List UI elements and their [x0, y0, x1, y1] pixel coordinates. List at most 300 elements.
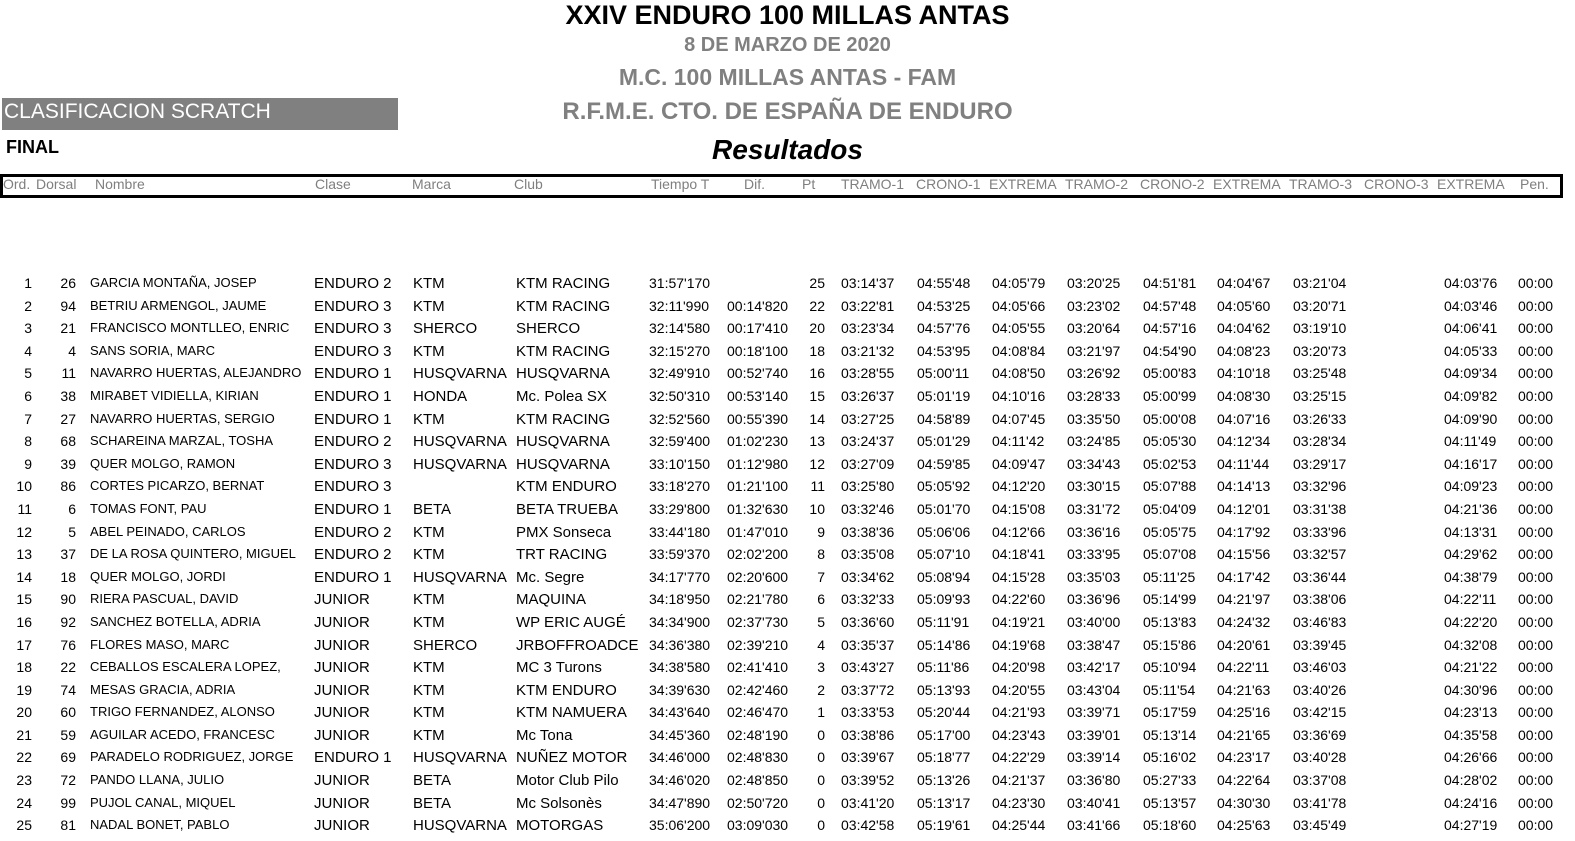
- cell-dorsal: 37: [60, 546, 76, 563]
- cell-dif: 02:50'720: [727, 794, 789, 811]
- cell-crono2: 05:15'86: [1143, 636, 1197, 653]
- cell-tiempo: 34:46'000: [649, 749, 711, 766]
- cell-tramo3: 03:20'73: [1293, 342, 1347, 359]
- cell-extrema3: 04:16'17: [1444, 455, 1498, 472]
- col-header-tramo1: TRAMO-1: [841, 176, 904, 192]
- cell-tramo3: 03:40'28: [1293, 749, 1347, 766]
- cell-crono1: 05:18'77: [917, 749, 971, 766]
- cell-dif: 01:32'630: [727, 500, 789, 517]
- cell-dif: 02:42'460: [727, 681, 789, 698]
- cell-tiempo: 32:14'580: [649, 320, 711, 337]
- cell-marca: KTM: [413, 726, 445, 744]
- cell-marca: KTM: [413, 275, 445, 292]
- cell-extrema3: 04:24'16: [1444, 794, 1498, 811]
- cell-crono2: 05:16'02: [1143, 749, 1197, 766]
- cell-club: Mc. Segre: [516, 568, 585, 586]
- cell-extrema1: 04:19'21: [992, 613, 1046, 630]
- cell-tramo3: 03:45'49: [1293, 817, 1347, 834]
- cell-extrema1: 04:19'68: [992, 636, 1046, 653]
- cell-pt: 18: [809, 342, 825, 359]
- cell-tramo2: 03:23'02: [1067, 297, 1121, 314]
- cell-clase: JUNIOR: [314, 659, 370, 677]
- cell-clase: ENDURO 2: [314, 546, 392, 564]
- cell-tramo2: 03:26'92: [1067, 365, 1121, 382]
- cell-pt: 3: [817, 659, 825, 676]
- cell-clase: ENDURO 2: [314, 275, 392, 292]
- cell-tramo3: 03:39'45: [1293, 636, 1347, 653]
- cell-extrema2: 04:17'92: [1217, 523, 1271, 540]
- results-heading: Resultados: [712, 134, 863, 165]
- col-header-extrema3: EXTREMA: [1437, 176, 1505, 192]
- cell-extrema2: 04:08'23: [1217, 342, 1271, 359]
- cell-tiempo: 34:38'580: [649, 659, 711, 676]
- cell-pt: 0: [817, 749, 825, 766]
- cell-crono1: 05:01'29: [917, 433, 971, 450]
- cell-extrema1: 04:20'55: [992, 681, 1046, 698]
- cell-clase: JUNIOR: [314, 772, 370, 790]
- cell-pen: 00:00: [1518, 659, 1554, 676]
- cell-tiempo: 32:11'990: [649, 297, 710, 314]
- cell-ord: 23: [16, 772, 32, 789]
- table-row: [0, 746, 1575, 769]
- cell-dif: 02:48'190: [727, 726, 789, 743]
- cell-club: Mc Tona: [516, 726, 573, 744]
- cell-crono1: 04:53'25: [917, 297, 971, 314]
- cell-crono2: 04:54'90: [1143, 342, 1197, 359]
- cell-extrema1: 04:09'47: [992, 455, 1046, 472]
- table-row: [0, 498, 1575, 521]
- cell-tramo3: 03:28'34: [1293, 433, 1347, 450]
- cell-nombre: AGUILAR ACEDO, FRANCESC: [90, 726, 275, 742]
- cell-nombre: SANS SORIA, MARC: [90, 342, 215, 358]
- cell-crono1: 05:01'19: [917, 387, 971, 404]
- cell-pen: 00:00: [1518, 500, 1554, 517]
- cell-dif: 03:09'030: [727, 817, 789, 834]
- cell-tiempo: 34:43'640: [649, 704, 711, 721]
- table-row: [0, 475, 1575, 498]
- table-row: [0, 701, 1575, 724]
- cell-extrema2: 04:25'16: [1217, 704, 1271, 721]
- cell-dif: 01:21'100: [727, 478, 789, 495]
- cell-pen: 00:00: [1518, 817, 1554, 834]
- cell-pt: 10: [809, 500, 825, 517]
- cell-tramo1: 03:43'27: [841, 659, 895, 676]
- cell-dorsal: 69: [60, 749, 76, 766]
- cell-tiempo: 32:59'400: [649, 433, 711, 450]
- cell-crono2: 05:27'33: [1143, 772, 1197, 789]
- cell-clase: JUNIOR: [314, 613, 370, 631]
- cell-crono1: 05:13'17: [917, 794, 971, 811]
- cell-club: KTM RACING: [516, 297, 611, 315]
- cell-extrema2: 04:25'63: [1217, 817, 1271, 834]
- cell-ord: 1: [24, 275, 32, 291]
- cell-tiempo: 33:18'270: [649, 478, 711, 495]
- table-row: [0, 814, 1575, 837]
- cell-extrema3: 04:09'34: [1444, 365, 1498, 382]
- cell-nombre: QUER MOLGO, RAMON: [90, 455, 236, 471]
- cell-pen: 00:00: [1518, 410, 1554, 427]
- cell-dorsal: 92: [60, 613, 76, 630]
- cell-tramo1: 03:38'86: [841, 726, 895, 743]
- cell-tramo2: 03:38'47: [1067, 636, 1121, 653]
- cell-extrema1: 04:07'45: [992, 410, 1046, 427]
- table-row: [0, 362, 1575, 385]
- cell-clase: JUNIOR: [314, 817, 370, 835]
- col-header-dorsal: Dorsal: [36, 176, 77, 192]
- cell-tiempo: 34:46'020: [649, 772, 711, 789]
- cell-marca: HUSQVARNA: [413, 568, 507, 586]
- cell-ord: 18: [16, 659, 32, 676]
- cell-dorsal: 68: [60, 433, 76, 450]
- cell-dorsal: 72: [60, 772, 76, 789]
- cell-pen: 00:00: [1518, 636, 1554, 653]
- cell-nombre: CEBALLOS ESCALERA LOPEZ,: [90, 659, 281, 675]
- cell-extrema3: 04:03'76: [1444, 275, 1498, 291]
- cell-tramo1: 03:35'08: [841, 546, 895, 563]
- cell-ord: 7: [24, 410, 32, 427]
- cell-tramo2: 03:35'50: [1067, 410, 1121, 427]
- cell-tiempo: 34:47'890: [649, 794, 711, 811]
- cell-marca: HUSQVARNA: [413, 433, 507, 451]
- cell-nombre: PARADELO RODRIGUEZ, JORGE: [90, 749, 294, 765]
- cell-marca: BETA: [413, 794, 452, 812]
- col-header-tramo3: TRAMO-3: [1289, 176, 1352, 192]
- cell-tramo2: 03:30'15: [1067, 478, 1121, 495]
- cell-ord: 16: [16, 613, 32, 630]
- cell-extrema3: 04:28'02: [1444, 772, 1498, 789]
- cell-dorsal: 11: [61, 365, 76, 382]
- results-table: [0, 272, 1575, 837]
- cell-tramo3: 03:32'96: [1293, 478, 1347, 495]
- cell-marca: KTM: [413, 523, 445, 541]
- cell-tiempo: 33:10'150: [649, 455, 711, 472]
- cell-dif: 02:02'200: [727, 546, 789, 563]
- cell-crono1: 05:11'91: [917, 613, 970, 630]
- cell-tiempo: 34:45'360: [649, 726, 711, 743]
- cell-extrema3: 04:09'82: [1444, 387, 1498, 404]
- cell-clase: ENDURO 3: [314, 342, 392, 360]
- cell-dorsal: 99: [60, 794, 76, 811]
- col-header-crono1: CRONO-1: [916, 176, 981, 192]
- cell-pt: 0: [817, 772, 825, 789]
- cell-club: KTM NAMUERA: [516, 704, 627, 722]
- cell-tramo3: 03:31'38: [1293, 500, 1347, 517]
- cell-club: PMX Sonseca: [516, 523, 612, 541]
- cell-tramo1: 03:39'52: [841, 772, 895, 789]
- cell-tramo3: 03:37'08: [1293, 772, 1347, 789]
- cell-extrema2: 04:12'34: [1217, 433, 1271, 450]
- cell-extrema3: 04:23'13: [1444, 704, 1498, 721]
- cell-extrema3: 04:22'11: [1444, 591, 1497, 608]
- cell-crono2: 05:10'94: [1143, 659, 1197, 676]
- cell-tramo1: 03:23'34: [841, 320, 895, 337]
- cell-extrema1: 04:15'08: [992, 500, 1046, 517]
- cell-tiempo: 35:06'200: [649, 817, 711, 834]
- cell-marca: HUSQVARNA: [413, 365, 507, 383]
- cell-clase: ENDURO 3: [314, 455, 392, 473]
- cell-clase: ENDURO 1: [314, 410, 392, 428]
- cell-tiempo: 32:15'270: [649, 342, 711, 359]
- cell-club: Motor Club Pilo: [516, 772, 619, 790]
- table-row: [0, 521, 1575, 544]
- cell-crono1: 05:01'70: [917, 500, 971, 517]
- cell-dorsal: 5: [68, 523, 76, 540]
- cell-tramo1: 03:28'55: [841, 365, 895, 382]
- cell-dif: 00:52'740: [727, 365, 789, 382]
- cell-pt: 25: [809, 275, 825, 291]
- table-row: [0, 272, 1575, 295]
- cell-tramo1: 03:35'37: [841, 636, 895, 653]
- cell-extrema1: 04:21'93: [992, 704, 1046, 721]
- cell-pt: 16: [809, 365, 825, 382]
- cell-crono2: 05:13'83: [1143, 613, 1197, 630]
- cell-nombre: BETRIU ARMENGOL, JAUME: [90, 297, 267, 313]
- cell-club: MC 3 Turons: [516, 659, 602, 677]
- cell-tramo2: 03:39'14: [1067, 749, 1121, 766]
- cell-marca: KTM: [413, 342, 445, 360]
- table-row: [0, 792, 1575, 815]
- cell-tiempo: 34:39'630: [649, 681, 711, 698]
- cell-nombre: MESAS GRACIA, ADRIA: [90, 681, 236, 697]
- table-row: [0, 634, 1575, 657]
- cell-ord: 3: [24, 320, 32, 337]
- cell-tramo1: 03:36'60: [841, 613, 895, 630]
- cell-pen: 00:00: [1518, 794, 1554, 811]
- cell-extrema2: 04:30'30: [1217, 794, 1271, 811]
- table-row: [0, 769, 1575, 792]
- table-row: [0, 317, 1575, 340]
- cell-club: KTM ENDURO: [516, 478, 617, 496]
- cell-dorsal: 94: [60, 297, 76, 314]
- cell-extrema1: 04:05'55: [992, 320, 1046, 337]
- cell-crono2: 05:02'53: [1143, 455, 1197, 472]
- cell-extrema2: 04:22'64: [1217, 772, 1271, 789]
- cell-dorsal: 76: [60, 636, 76, 653]
- cell-pt: 0: [817, 726, 825, 743]
- cell-tramo1: 03:39'67: [841, 749, 895, 766]
- table-row: [0, 588, 1575, 611]
- cell-tramo3: 03:46'83: [1293, 613, 1347, 630]
- cell-pt: 4: [817, 636, 825, 653]
- cell-pt: 22: [809, 297, 825, 314]
- cell-pen: 00:00: [1518, 523, 1554, 540]
- cell-marca: KTM: [413, 659, 445, 677]
- event-date: 8 DE MARZO DE 2020: [684, 34, 891, 56]
- col-header-extrema2: EXTREMA: [1213, 176, 1281, 192]
- cell-extrema1: 04:18'41: [992, 546, 1046, 563]
- cell-tramo3: 03:42'15: [1293, 704, 1347, 721]
- cell-tramo2: 03:20'25: [1067, 275, 1121, 291]
- cell-marca: HUSQVARNA: [413, 817, 507, 835]
- championship-name: R.F.M.E. CTO. DE ESPAÑA DE ENDURO: [562, 98, 1013, 125]
- cell-pen: 00:00: [1518, 546, 1554, 563]
- cell-dorsal: 22: [60, 659, 76, 676]
- col-header-marca: Marca: [412, 176, 451, 192]
- table-row: [0, 453, 1575, 476]
- cell-ord: 12: [16, 523, 32, 540]
- cell-extrema2: 04:04'62: [1217, 320, 1271, 337]
- cell-nombre: PUJOL CANAL, MIQUEL: [90, 794, 236, 810]
- cell-nombre: QUER MOLGO, JORDI: [90, 568, 226, 584]
- cell-crono2: 05:11'25: [1143, 568, 1196, 585]
- cell-tiempo: 33:29'800: [649, 500, 711, 517]
- cell-dif: 01:02'230: [727, 433, 789, 450]
- cell-extrema3: 04:27'19: [1444, 817, 1498, 834]
- cell-crono2: 05:14'99: [1143, 591, 1197, 608]
- cell-tramo2: 03:36'80: [1067, 772, 1121, 789]
- cell-extrema1: 04:12'66: [992, 523, 1046, 540]
- cell-pt: 7: [817, 568, 825, 585]
- cell-dorsal: 60: [60, 704, 76, 721]
- table-row: [0, 295, 1575, 318]
- cell-tramo1: 03:22'81: [841, 297, 895, 314]
- cell-nombre: PANDO LLANA, JULIO: [90, 772, 225, 788]
- cell-ord: 25: [16, 817, 32, 834]
- cell-crono2: 05:00'83: [1143, 365, 1197, 382]
- cell-tramo1: 03:21'32: [841, 342, 895, 359]
- cell-club: SHERCO: [516, 320, 581, 338]
- cell-clase: ENDURO 1: [314, 749, 392, 767]
- cell-ord: 22: [16, 749, 32, 766]
- cell-pen: 00:00: [1518, 455, 1554, 472]
- cell-tramo2: 03:33'95: [1067, 546, 1121, 563]
- cell-clase: ENDURO 3: [314, 320, 392, 338]
- cell-crono2: 05:11'54: [1143, 681, 1196, 698]
- cell-extrema1: 04:10'16: [992, 387, 1046, 404]
- cell-ord: 13: [16, 546, 32, 563]
- cell-pen: 00:00: [1518, 681, 1554, 698]
- cell-ord: 6: [24, 387, 32, 404]
- cell-extrema2: 04:07'16: [1217, 410, 1271, 427]
- cell-extrema1: 04:12'20: [992, 478, 1046, 495]
- cell-clase: ENDURO 3: [314, 297, 392, 315]
- cell-pen: 00:00: [1518, 613, 1554, 630]
- cell-crono2: 04:51'81: [1143, 275, 1197, 291]
- cell-crono1: 04:59'85: [917, 455, 971, 472]
- cell-crono1: 05:00'11: [917, 365, 970, 382]
- cell-marca: SHERCO: [413, 320, 478, 338]
- col-header-tramo2: TRAMO-2: [1065, 176, 1128, 192]
- cell-tramo3: 03:25'15: [1293, 387, 1347, 404]
- cell-extrema2: 04:21'65: [1217, 726, 1271, 743]
- cell-extrema3: 04:29'62: [1444, 546, 1498, 563]
- cell-dorsal: 74: [60, 681, 76, 698]
- cell-marca: BETA: [413, 772, 452, 790]
- col-header-ord: Ord.: [3, 176, 31, 192]
- cell-pt: 15: [809, 387, 825, 404]
- cell-dif: 02:41'410: [727, 659, 789, 676]
- cell-pt: 0: [817, 817, 825, 834]
- col-header-dif: Dif.: [744, 176, 765, 192]
- col-header-nombre: Nombre: [95, 176, 145, 192]
- event-title: XXIV ENDURO 100 MILLAS ANTAS: [565, 0, 1010, 30]
- cell-extrema1: 04:05'66: [992, 297, 1046, 314]
- cell-tramo1: 03:27'25: [841, 410, 895, 427]
- cell-tramo2: 03:36'16: [1067, 523, 1121, 540]
- col-header-crono3: CRONO-3: [1364, 176, 1429, 192]
- cell-pt: 20: [809, 320, 825, 337]
- cell-crono2: 05:00'99: [1143, 387, 1197, 404]
- cell-tramo3: 03:33'96: [1293, 523, 1347, 540]
- table-row: [0, 611, 1575, 634]
- cell-tramo3: 03:46'03: [1293, 659, 1347, 676]
- cell-nombre: TRIGO FERNANDEZ, ALONSO: [90, 704, 275, 720]
- cell-tramo1: 03:32'46: [841, 500, 895, 517]
- cell-club: KTM ENDURO: [516, 681, 617, 699]
- cell-tramo2: 03:34'43: [1067, 455, 1121, 472]
- cell-club: JRBOFFROADCE: [516, 636, 639, 654]
- cell-extrema2: 04:24'32: [1217, 613, 1271, 630]
- cell-extrema2: 04:21'63: [1217, 681, 1271, 698]
- cell-nombre: TOMAS FONT, PAU: [90, 500, 207, 516]
- cell-dorsal: 38: [60, 387, 76, 404]
- cell-ord: 14: [16, 568, 32, 585]
- cell-clase: ENDURO 1: [314, 365, 392, 383]
- cell-crono2: 05:07'88: [1143, 478, 1197, 495]
- cell-ord: 15: [16, 591, 32, 608]
- cell-nombre: ABEL PEINADO, CARLOS: [90, 523, 246, 539]
- cell-marca: KTM: [413, 613, 445, 631]
- cell-ord: 17: [16, 636, 32, 653]
- cell-tiempo: 31:57'170: [649, 275, 711, 291]
- cell-crono1: 05:13'26: [917, 772, 971, 789]
- cell-extrema1: 04:08'84: [992, 342, 1046, 359]
- cell-pt: 6: [817, 591, 825, 608]
- cell-ord: 21: [16, 726, 32, 743]
- cell-dif: 02:48'830: [727, 749, 789, 766]
- cell-tramo3: 03:41'78: [1293, 794, 1347, 811]
- cell-crono1: 05:06'06: [917, 523, 971, 540]
- cell-crono2: 05:18'60: [1143, 817, 1197, 834]
- cell-crono1: 05:13'93: [917, 681, 971, 698]
- col-header-pen: Pen.: [1520, 176, 1549, 192]
- cell-extrema1: 04:22'60: [992, 591, 1046, 608]
- cell-nombre: FLORES MASO, MARC: [90, 636, 230, 652]
- table-row: [0, 385, 1575, 408]
- cell-club: WP ERIC AUGÉ: [516, 613, 626, 631]
- cell-crono1: 05:07'10: [917, 546, 971, 563]
- table-row: [0, 566, 1575, 589]
- cell-extrema2: 04:21'97: [1217, 591, 1271, 608]
- cell-clase: ENDURO 1: [314, 500, 392, 518]
- cell-crono1: 05:08'94: [917, 568, 971, 585]
- cell-tramo2: 03:20'64: [1067, 320, 1121, 337]
- cell-pt: 14: [809, 410, 825, 427]
- cell-clase: JUNIOR: [314, 636, 370, 654]
- cell-crono2: 05:07'08: [1143, 546, 1197, 563]
- cell-pen: 00:00: [1518, 772, 1554, 789]
- stage-label: FINAL: [6, 137, 59, 157]
- cell-pt: 11: [810, 478, 825, 495]
- cell-tramo2: 03:40'00: [1067, 613, 1121, 630]
- cell-nombre: SANCHEZ BOTELLA, ADRIA: [90, 613, 261, 629]
- cell-tramo2: 03:35'03: [1067, 568, 1121, 585]
- cell-tramo3: 03:20'71: [1293, 297, 1347, 314]
- cell-extrema1: 04:20'98: [992, 659, 1046, 676]
- cell-extrema1: 04:23'30: [992, 794, 1046, 811]
- cell-dif: 02:20'600: [727, 568, 789, 585]
- cell-extrema1: 04:11'42: [992, 433, 1045, 450]
- cell-nombre: MIRABET VIDIELLA, KIRIAN: [90, 387, 259, 403]
- classification-label: CLASIFICACION SCRATCH: [2, 98, 398, 130]
- cell-ord: 8: [24, 433, 32, 450]
- col-header-pt: Pt: [802, 176, 816, 192]
- cell-tramo2: 03:24'85: [1067, 433, 1121, 450]
- cell-extrema2: 04:12'01: [1217, 500, 1271, 517]
- cell-extrema3: 04:30'96: [1444, 681, 1498, 698]
- cell-marca: BETA: [413, 500, 452, 518]
- table-row: [0, 656, 1575, 679]
